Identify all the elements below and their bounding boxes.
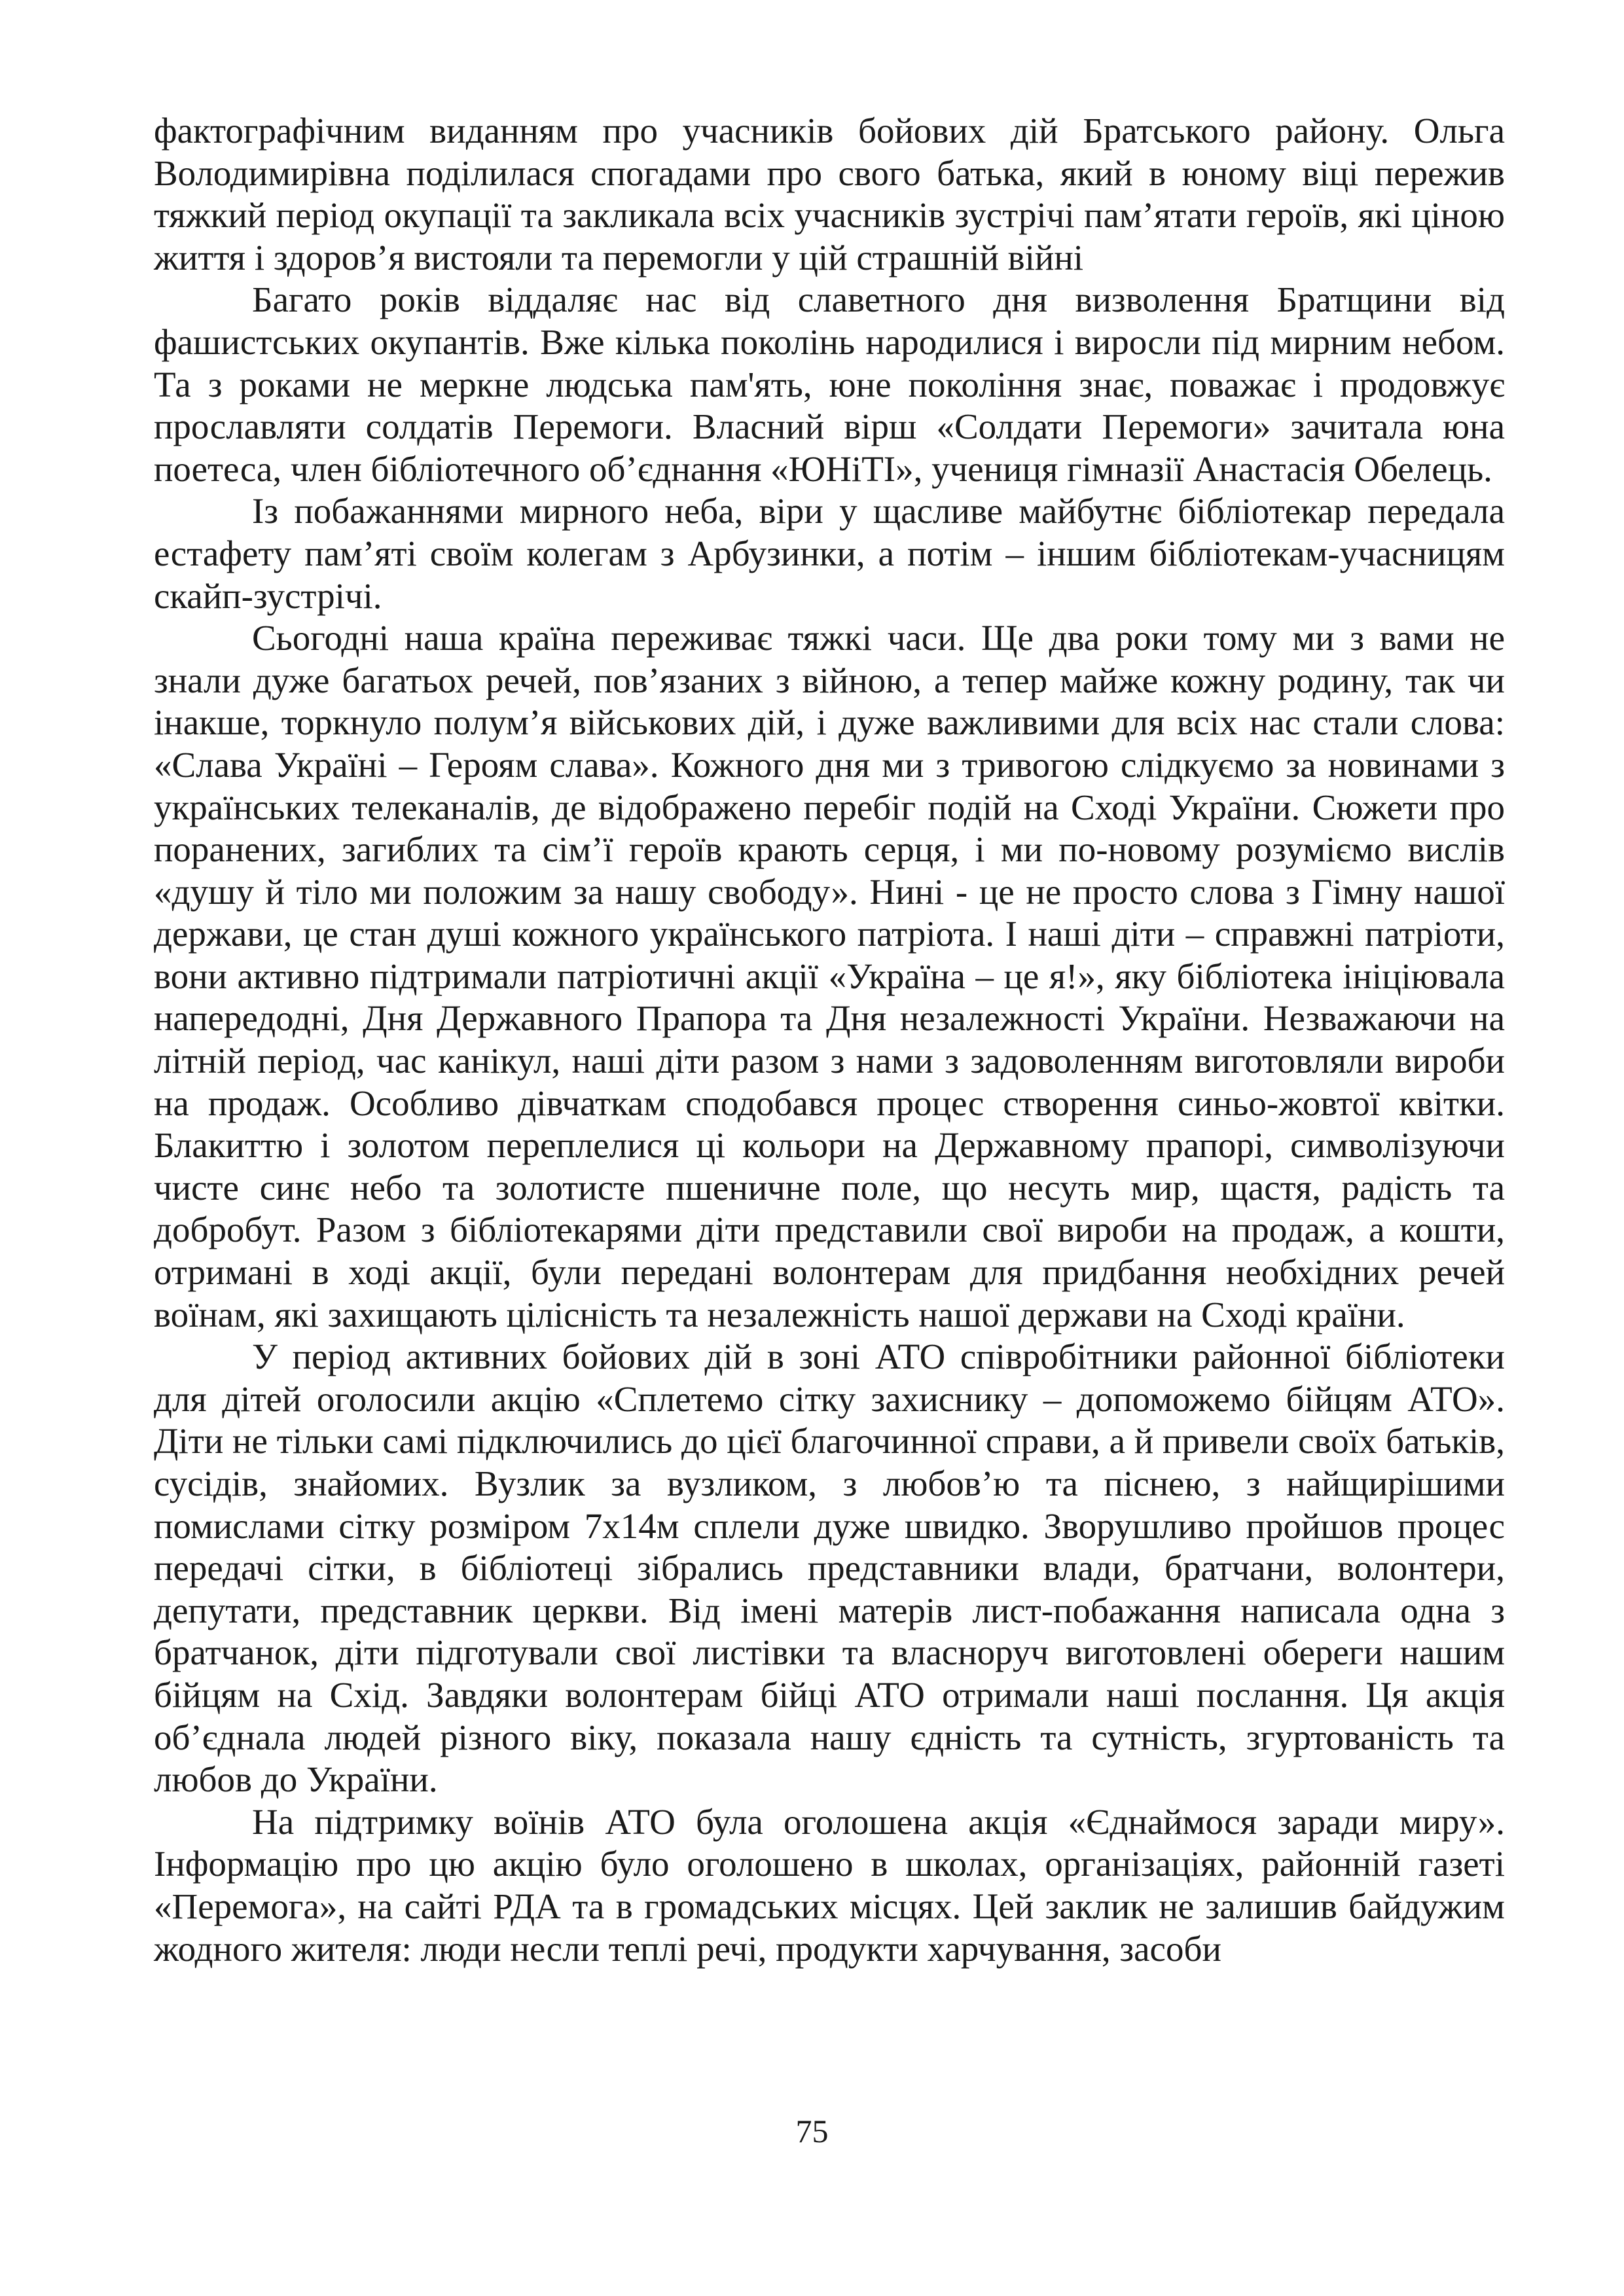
page-body (154, 110, 1505, 1970)
paragraph: У період активних бойових дій в зоні АТО співробітники районної бібліотеки для дітей оголосили акцію «Сплетемо сітку захиснику – допоможемо бійцям АТО». Діти не тільки самі підключились до цієї благочинної справи, а й привели своїх батьків, сусідів, знайомих. Вузлик за вузликом, з любов’ю та піснею, з найщирішими помислами сітку розміром 7х14м сплели дуже швидко. Зворушливо пройшов процес передачі сітки, в бібліотеці зібрались представники влади, братчани, волонтери, депутати, представник церкви. Від імені матерів лист-побажання написала одна з братчанок, діти підготували свої листівки та власноруч виготовлені обереги нашим бійцям на Схід. Завдяки волонтерам бійці АТО отримали наші послання. Ця акція об’єднала людей різного віку, показала нашу єдність та сутність, згуртованість та любов до України. (154, 1336, 1505, 1800)
paragraph-continuation: фактографічним виданням про учасників бойових дій Братського району. Ольга Володимирівна поділилася спогадами про свого батька, який в юному віці пережив тяжкий період окупації та закликала всіх учасників зустрічі пам’ятати героїв, які ціною життя і здоров’я вистояли та перемогли у цій страшній війні (154, 111, 1505, 278)
paragraph: Із побажаннями мирного неба, віри у щасливе майбутнє бібліотекар передала естафету пам’яті своїм колегам з Арбузинки, а потім – іншим бібліотекам-учасницям скайп-зустрічі. (154, 491, 1505, 616)
page-number: 75 (795, 2113, 829, 2149)
paragraph: На підтримку воїнів АТО була оголошена акція «Єднаймося заради миру». Інформацію про цю акцію було оголошено в школах, організаціях, районній газеті «Перемога», на сайті РДА та в громадських місцях. Цей заклик не залишив байдужим жодного жителя: люди несли теплі речі, продукти харчування, засоби (154, 1801, 1505, 1969)
paragraph: Сьогодні наша країна переживає тяжкі часи. Ще два роки тому ми з вами не знали дуже багатьох речей, пов’язаних з війною, а тепер майже кожну родину, так чи інакше, торкнуло полум’я військових дій, і дуже важливими для всіх нас стали слова: «Слава Україні – Героям слава». Кожного дня ми з тривогою слідкуємо за новинами з українських телеканалів, де відображено перебіг подій на Сході України. Сюжети про поранених, загиблих та сім’ї героїв крають серця, і ми по-новому розуміємо вислів «душу й тіло ми положим за нашу свободу». Нині - це не просто слова з Гімну нашої держави, це стан душі кожного українського патріота. І наші діти – справжні патріоти, вони активно підтримали патріотичні акції «Україна – це я!», яку бібліотека ініціювала напередодні, Дня Державного Прапора та Дня незалежності України. Незважаючи на літній період, час канікул, наші діти разом з нами з задоволенням виготовляли вироби на продаж. Особливо дівчаткам сподобався процес створення синьо-жовтої квітки. Блакиттю і золотом переплелися ці кольори на Державному прапорі, символізуючи чисте синє небо та золотисте пшеничне поле, що несуть мир, щастя, радість та добробут. Разом з бібліотекарями діти представили свої вироби на продаж, а кошти, отримані в ході акції, були передані волонтерам для придбання необхідних речей воїнам, які захищають цілісність та незалежність нашої держави на Сході країни. (154, 618, 1505, 1335)
paragraph: Багато років віддаляє нас від славетного дня визволення Братщини від фашистських окупантів. Вже кілька поколінь народилися і виросли під мирним небом. Та з роками не меркне людська пам'ять, юне покоління знає, поважає і продовжує прославляти солдатів Перемоги. Власний вірш «Солдати Перемоги» зачитала юна поетеса, член бібліотечного об’єднання «ЮНіТІ», учениця гімназії Анастасія Обелець. (154, 279, 1505, 489)
